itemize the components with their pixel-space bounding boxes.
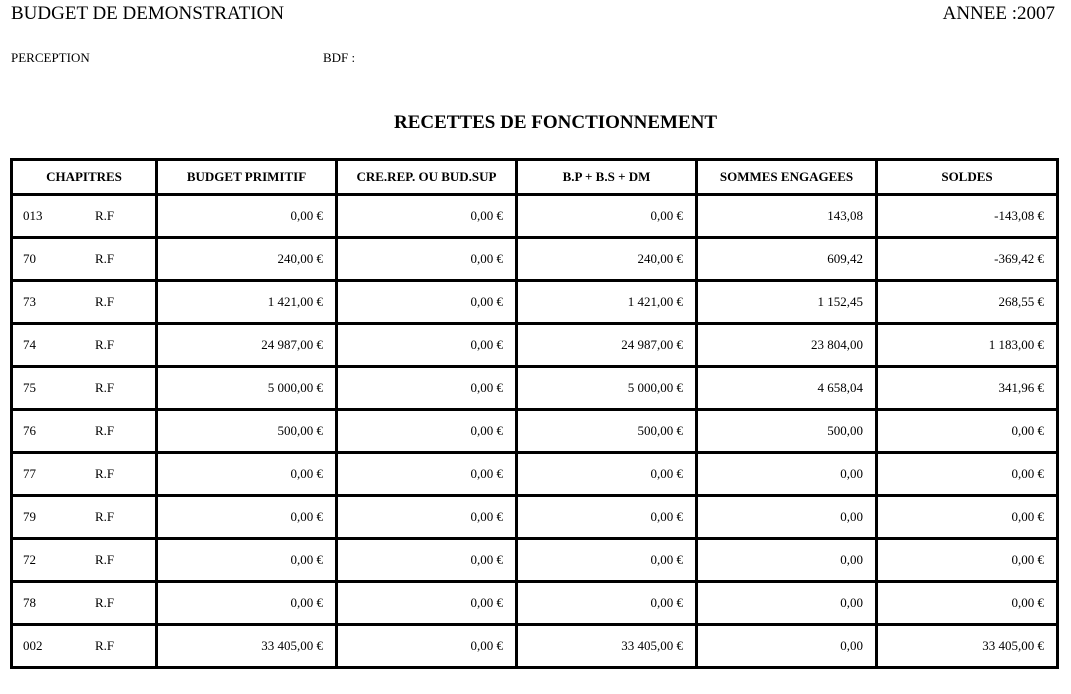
cell-chapitre: [12, 238, 157, 281]
cell-sommes-engagees: 500,00: [697, 410, 877, 453]
chapitre-code: 72: [23, 552, 36, 567]
cell-chapitre: [12, 324, 157, 367]
cell-bp-bs-dm: 240,00 €: [517, 238, 697, 281]
cell-cre-rep: 0,00 €: [337, 367, 517, 410]
cell-budget-primitif: 0,00 €: [157, 496, 337, 539]
cell-budget-primitif: 33 405,00 €: [157, 625, 337, 668]
table-row: [12, 539, 1058, 582]
cell-soldes: -143,08 €: [877, 195, 1058, 238]
table-row: [12, 453, 1058, 496]
chapitre-type: R.F: [95, 552, 115, 567]
chapitre-code: 78: [23, 595, 36, 610]
chapitre-type: R.F: [95, 595, 115, 610]
table-row: [12, 410, 1058, 453]
cell-cre-rep: 0,00 €: [337, 324, 517, 367]
cell-soldes: 0,00 €: [877, 496, 1058, 539]
cell-chapitre: [12, 195, 157, 238]
table-row: [12, 238, 1058, 281]
chapitre-code: 013: [23, 208, 43, 223]
cell-cre-rep: 0,00 €: [337, 625, 517, 668]
table-row: [12, 324, 1058, 367]
cell-soldes: 268,55 €: [877, 281, 1058, 324]
cell-sommes-engagees: 0,00: [697, 625, 877, 668]
col-header-bp-bs-dm: B.P + B.S + DM: [517, 160, 697, 195]
perception-label: PERCEPTION: [11, 50, 90, 65]
chapitre-type: R.F: [95, 208, 115, 223]
col-header-cre-rep: CRE.REP. OU BUD.SUP: [337, 160, 517, 195]
chapitre-code: 73: [23, 294, 36, 309]
cell-cre-rep: 0,00 €: [337, 410, 517, 453]
document-title: BUDGET DE DEMONSTRATION: [11, 3, 285, 24]
cell-soldes: 33 405,00 €: [877, 625, 1058, 668]
cell-sommes-engagees: 0,00: [697, 539, 877, 582]
bdf-label: BDF :: [323, 50, 356, 65]
cell-bp-bs-dm: 0,00 €: [517, 582, 697, 625]
cell-sommes-engagees: 0,00: [697, 582, 877, 625]
cell-budget-primitif: 1 421,00 €: [157, 281, 337, 324]
cell-soldes: 0,00 €: [877, 410, 1058, 453]
cell-sommes-engagees: 0,00: [697, 496, 877, 539]
col-header-soldes: SOLDES: [877, 160, 1058, 195]
cell-cre-rep: 0,00 €: [337, 496, 517, 539]
cell-bp-bs-dm: 1 421,00 €: [517, 281, 697, 324]
col-header-sommes-engagees: SOMMES ENGAGEES: [697, 160, 877, 195]
cell-cre-rep: 0,00 €: [337, 238, 517, 281]
table-row: [12, 496, 1058, 539]
chapitre-code: 75: [23, 380, 36, 395]
cell-cre-rep: 0,00 €: [337, 281, 517, 324]
cell-cre-rep: 0,00 €: [337, 453, 517, 496]
cell-chapitre: [12, 410, 157, 453]
cell-cre-rep: 0,00 €: [337, 195, 517, 238]
cell-sommes-engagees: 609,42: [697, 238, 877, 281]
cell-budget-primitif: 5 000,00 €: [157, 367, 337, 410]
cell-sommes-engagees: 23 804,00: [697, 324, 877, 367]
cell-soldes: 0,00 €: [877, 453, 1058, 496]
chapitre-code: 70: [23, 251, 36, 266]
cell-budget-primitif: 0,00 €: [157, 195, 337, 238]
chapitre-type: R.F: [95, 509, 115, 524]
cell-budget-primitif: 0,00 €: [157, 453, 337, 496]
chapitre-type: R.F: [95, 337, 115, 352]
cell-soldes: -369,42 €: [877, 238, 1058, 281]
chapitre-code: 74: [23, 337, 36, 352]
chapitre-type: R.F: [95, 423, 115, 438]
cell-bp-bs-dm: 24 987,00 €: [517, 324, 697, 367]
chapitre-code: 77: [23, 466, 36, 481]
recettes-table: [10, 158, 1059, 669]
chapitre-type: R.F: [95, 251, 115, 266]
col-header-chapitres: CHAPITRES: [12, 160, 157, 195]
table-row: [12, 625, 1058, 668]
cell-chapitre: [12, 496, 157, 539]
cell-bp-bs-dm: 33 405,00 €: [517, 625, 697, 668]
cell-budget-primitif: 240,00 €: [157, 238, 337, 281]
cell-sommes-engagees: 143,08: [697, 195, 877, 238]
table-row: [12, 281, 1058, 324]
table-header-row: [12, 160, 1058, 195]
cell-bp-bs-dm: 0,00 €: [517, 195, 697, 238]
chapitre-type: R.F: [95, 466, 115, 481]
cell-chapitre: [12, 539, 157, 582]
cell-sommes-engagees: 4 658,04: [697, 367, 877, 410]
table-row: [12, 367, 1058, 410]
cell-soldes: 0,00 €: [877, 539, 1058, 582]
chapitre-code: 002: [23, 638, 43, 653]
cell-soldes: 341,96 €: [877, 367, 1058, 410]
chapitre-type: R.F: [95, 294, 115, 309]
cell-chapitre: [12, 582, 157, 625]
cell-budget-primitif: 500,00 €: [157, 410, 337, 453]
chapitre-type: R.F: [95, 638, 115, 653]
cell-chapitre: [12, 453, 157, 496]
chapitre-code: 76: [23, 423, 36, 438]
cell-soldes: 1 183,00 €: [877, 324, 1058, 367]
cell-bp-bs-dm: 500,00 €: [517, 410, 697, 453]
cell-chapitre: [12, 625, 157, 668]
chapitre-code: 79: [23, 509, 36, 524]
cell-sommes-engagees: 0,00: [697, 453, 877, 496]
cell-cre-rep: 0,00 €: [337, 539, 517, 582]
section-title: RECETTES DE FONCTIONNEMENT: [393, 112, 718, 133]
cell-bp-bs-dm: 0,00 €: [517, 496, 697, 539]
table-row: [12, 582, 1058, 625]
cell-budget-primitif: 0,00 €: [157, 539, 337, 582]
chapitre-type: R.F: [95, 380, 115, 395]
cell-sommes-engagees: 1 152,45: [697, 281, 877, 324]
cell-budget-primitif: 24 987,00 €: [157, 324, 337, 367]
cell-bp-bs-dm: 0,00 €: [517, 453, 697, 496]
cell-bp-bs-dm: 5 000,00 €: [517, 367, 697, 410]
col-header-budget-primitif: BUDGET PRIMITIF: [157, 160, 337, 195]
year-label: ANNEE :2007: [942, 3, 1055, 24]
cell-budget-primitif: 0,00 €: [157, 582, 337, 625]
cell-chapitre: [12, 367, 157, 410]
cell-cre-rep: 0,00 €: [337, 582, 517, 625]
cell-chapitre: [12, 281, 157, 324]
table-row: [12, 195, 1058, 238]
cell-soldes: 0,00 €: [877, 582, 1058, 625]
cell-bp-bs-dm: 0,00 €: [517, 539, 697, 582]
